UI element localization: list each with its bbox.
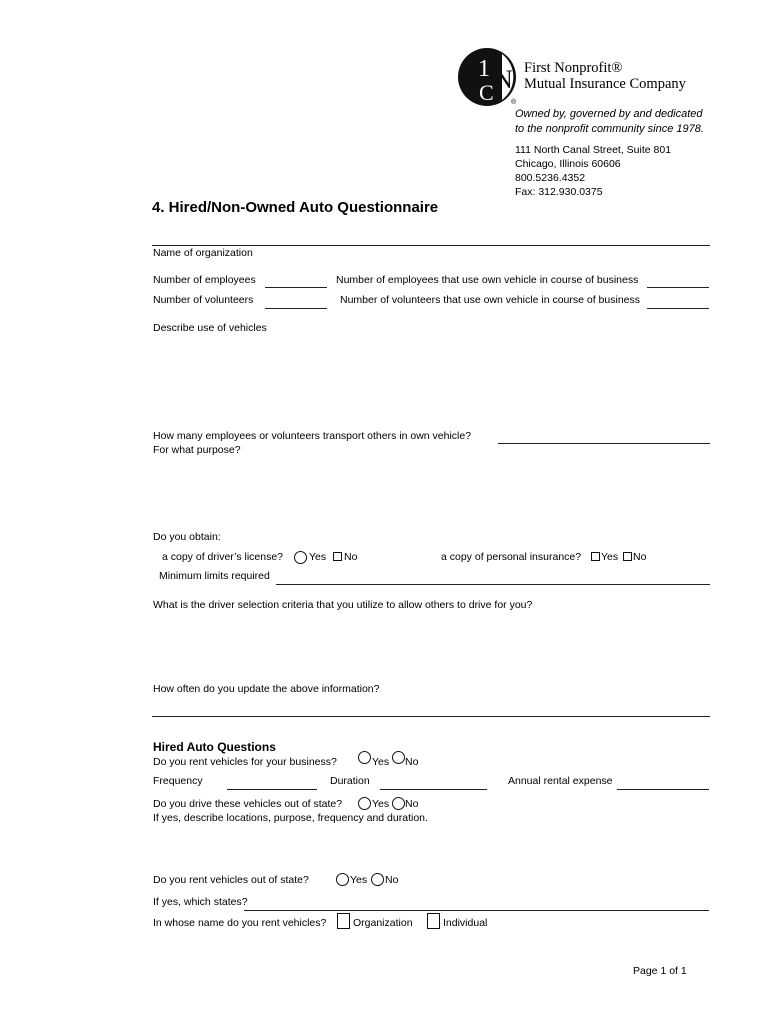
employees-own-vehicle-field[interactable] bbox=[647, 287, 709, 288]
describe-locations-area[interactable] bbox=[153, 828, 709, 868]
rent-out-no-radio[interactable] bbox=[371, 873, 384, 886]
duration-field[interactable] bbox=[380, 789, 487, 790]
organization-option-label: Organization bbox=[353, 917, 413, 929]
page-number: Page 1 of 1 bbox=[633, 965, 687, 977]
drivers-license-no-checkbox[interactable] bbox=[333, 552, 342, 561]
annual-expense-label: Annual rental expense bbox=[508, 775, 613, 787]
svg-text:C: C bbox=[479, 80, 494, 105]
svg-text:N: N bbox=[494, 65, 513, 94]
frequency-field[interactable] bbox=[227, 789, 317, 790]
company-name-line1: First Nonprofit® bbox=[524, 60, 623, 76]
describe-use-area[interactable] bbox=[153, 338, 709, 423]
rent-yes-label: Yes bbox=[372, 756, 390, 768]
individual-option-label: Individual bbox=[443, 917, 488, 929]
employees-own-vehicle-label: Number of employees that use own vehicle in course of business bbox=[336, 274, 639, 286]
rent-out-no-label: No bbox=[385, 874, 399, 886]
num-employees-field[interactable] bbox=[265, 287, 327, 288]
rent-out-of-state-label: Do you rent vehicles out of state? bbox=[153, 874, 309, 886]
num-volunteers-field[interactable] bbox=[265, 308, 327, 309]
num-volunteers-label: Number of volunteers bbox=[153, 294, 254, 306]
drivers-license-yes-radio[interactable] bbox=[294, 551, 307, 564]
registered-mark-icon: ® bbox=[511, 99, 517, 106]
personal-insurance-yes-label: Yes bbox=[601, 551, 619, 563]
fax-number: Fax: 312.930.0375 bbox=[515, 186, 603, 198]
tagline-line1: Owned by, governed by and dedicated bbox=[515, 108, 703, 120]
frequency-label: Frequency bbox=[153, 775, 203, 787]
rent-no-radio[interactable] bbox=[392, 751, 405, 764]
drive-out-of-state-label: Do you drive these vehicles out of state? bbox=[153, 798, 343, 810]
phone-number: 800.5236.4352 bbox=[515, 172, 586, 184]
rent-vehicles-label: Do you rent vehicles for your business? bbox=[153, 756, 337, 768]
drive-out-yes-label: Yes bbox=[372, 798, 390, 810]
personal-insurance-no-checkbox[interactable] bbox=[623, 552, 632, 561]
address-line1: 111 North Canal Street, Suite 801 bbox=[515, 144, 672, 156]
selection-criteria-label: What is the driver selection criteria that you utilize to allow others to drive for you? bbox=[153, 599, 533, 611]
num-employees-label: Number of employees bbox=[153, 274, 256, 286]
describe-locations-label: If yes, describe locations, purpose, frequency and duration. bbox=[153, 812, 428, 824]
svg-text:1: 1 bbox=[478, 56, 490, 82]
address-line2: Chicago, Illinois 60606 bbox=[515, 158, 621, 170]
personal-insurance-no-label: No bbox=[633, 551, 647, 563]
duration-label: Duration bbox=[330, 775, 370, 787]
minimum-limits-field[interactable] bbox=[276, 584, 710, 585]
rent-out-yes-label: Yes bbox=[350, 874, 368, 886]
minimum-limits-label: Minimum limits required bbox=[159, 570, 270, 582]
drive-out-no-label: No bbox=[405, 798, 419, 810]
rent-out-yes-radio[interactable] bbox=[336, 873, 349, 886]
organization-checkbox[interactable] bbox=[337, 913, 350, 929]
drivers-license-yes-label: Yes bbox=[309, 551, 327, 563]
rent-yes-radio[interactable] bbox=[358, 751, 371, 764]
org-name-label: Name of organization bbox=[153, 247, 253, 259]
which-states-label: If yes, which states? bbox=[153, 896, 248, 908]
company-name-line2: Mutual Insurance Company bbox=[524, 76, 686, 92]
annual-expense-field[interactable] bbox=[617, 789, 709, 790]
personal-insurance-label: a copy of personal insurance? bbox=[441, 551, 582, 563]
update-label: How often do you update the above information? bbox=[153, 683, 380, 695]
selection-criteria-area[interactable] bbox=[153, 616, 709, 676]
drive-out-no-radio[interactable] bbox=[392, 797, 405, 810]
volunteers-own-vehicle-field[interactable] bbox=[647, 308, 709, 309]
update-field[interactable] bbox=[152, 716, 710, 717]
tagline-line2: to the nonprofit community since 1978. bbox=[515, 123, 704, 135]
obtain-label: Do you obtain: bbox=[153, 531, 221, 543]
whose-name-label: In whose name do you rent vehicles? bbox=[153, 917, 327, 929]
org-name-field[interactable] bbox=[152, 245, 710, 246]
transport-others-label: How many employees or volunteers transport others in own vehicle? bbox=[153, 430, 472, 442]
describe-use-label: Describe use of vehicles bbox=[153, 322, 267, 334]
drivers-license-no-label: No bbox=[344, 551, 358, 563]
page-title: 4. Hired/Non-Owned Auto Questionnaire bbox=[152, 199, 439, 216]
transport-others-field[interactable] bbox=[498, 443, 710, 444]
which-states-field[interactable] bbox=[244, 910, 709, 911]
drivers-license-label: a copy of driver’s license? bbox=[162, 551, 284, 563]
drive-out-yes-radio[interactable] bbox=[358, 797, 371, 810]
purpose-label: For what purpose? bbox=[153, 444, 241, 456]
purpose-area[interactable] bbox=[153, 460, 709, 520]
rent-no-label: No bbox=[405, 756, 419, 768]
hired-auto-heading: Hired Auto Questions bbox=[153, 740, 276, 754]
personal-insurance-yes-checkbox[interactable] bbox=[591, 552, 600, 561]
volunteers-own-vehicle-label: Number of volunteers that use own vehicle in course of business bbox=[340, 294, 640, 306]
individual-checkbox[interactable] bbox=[427, 913, 440, 929]
